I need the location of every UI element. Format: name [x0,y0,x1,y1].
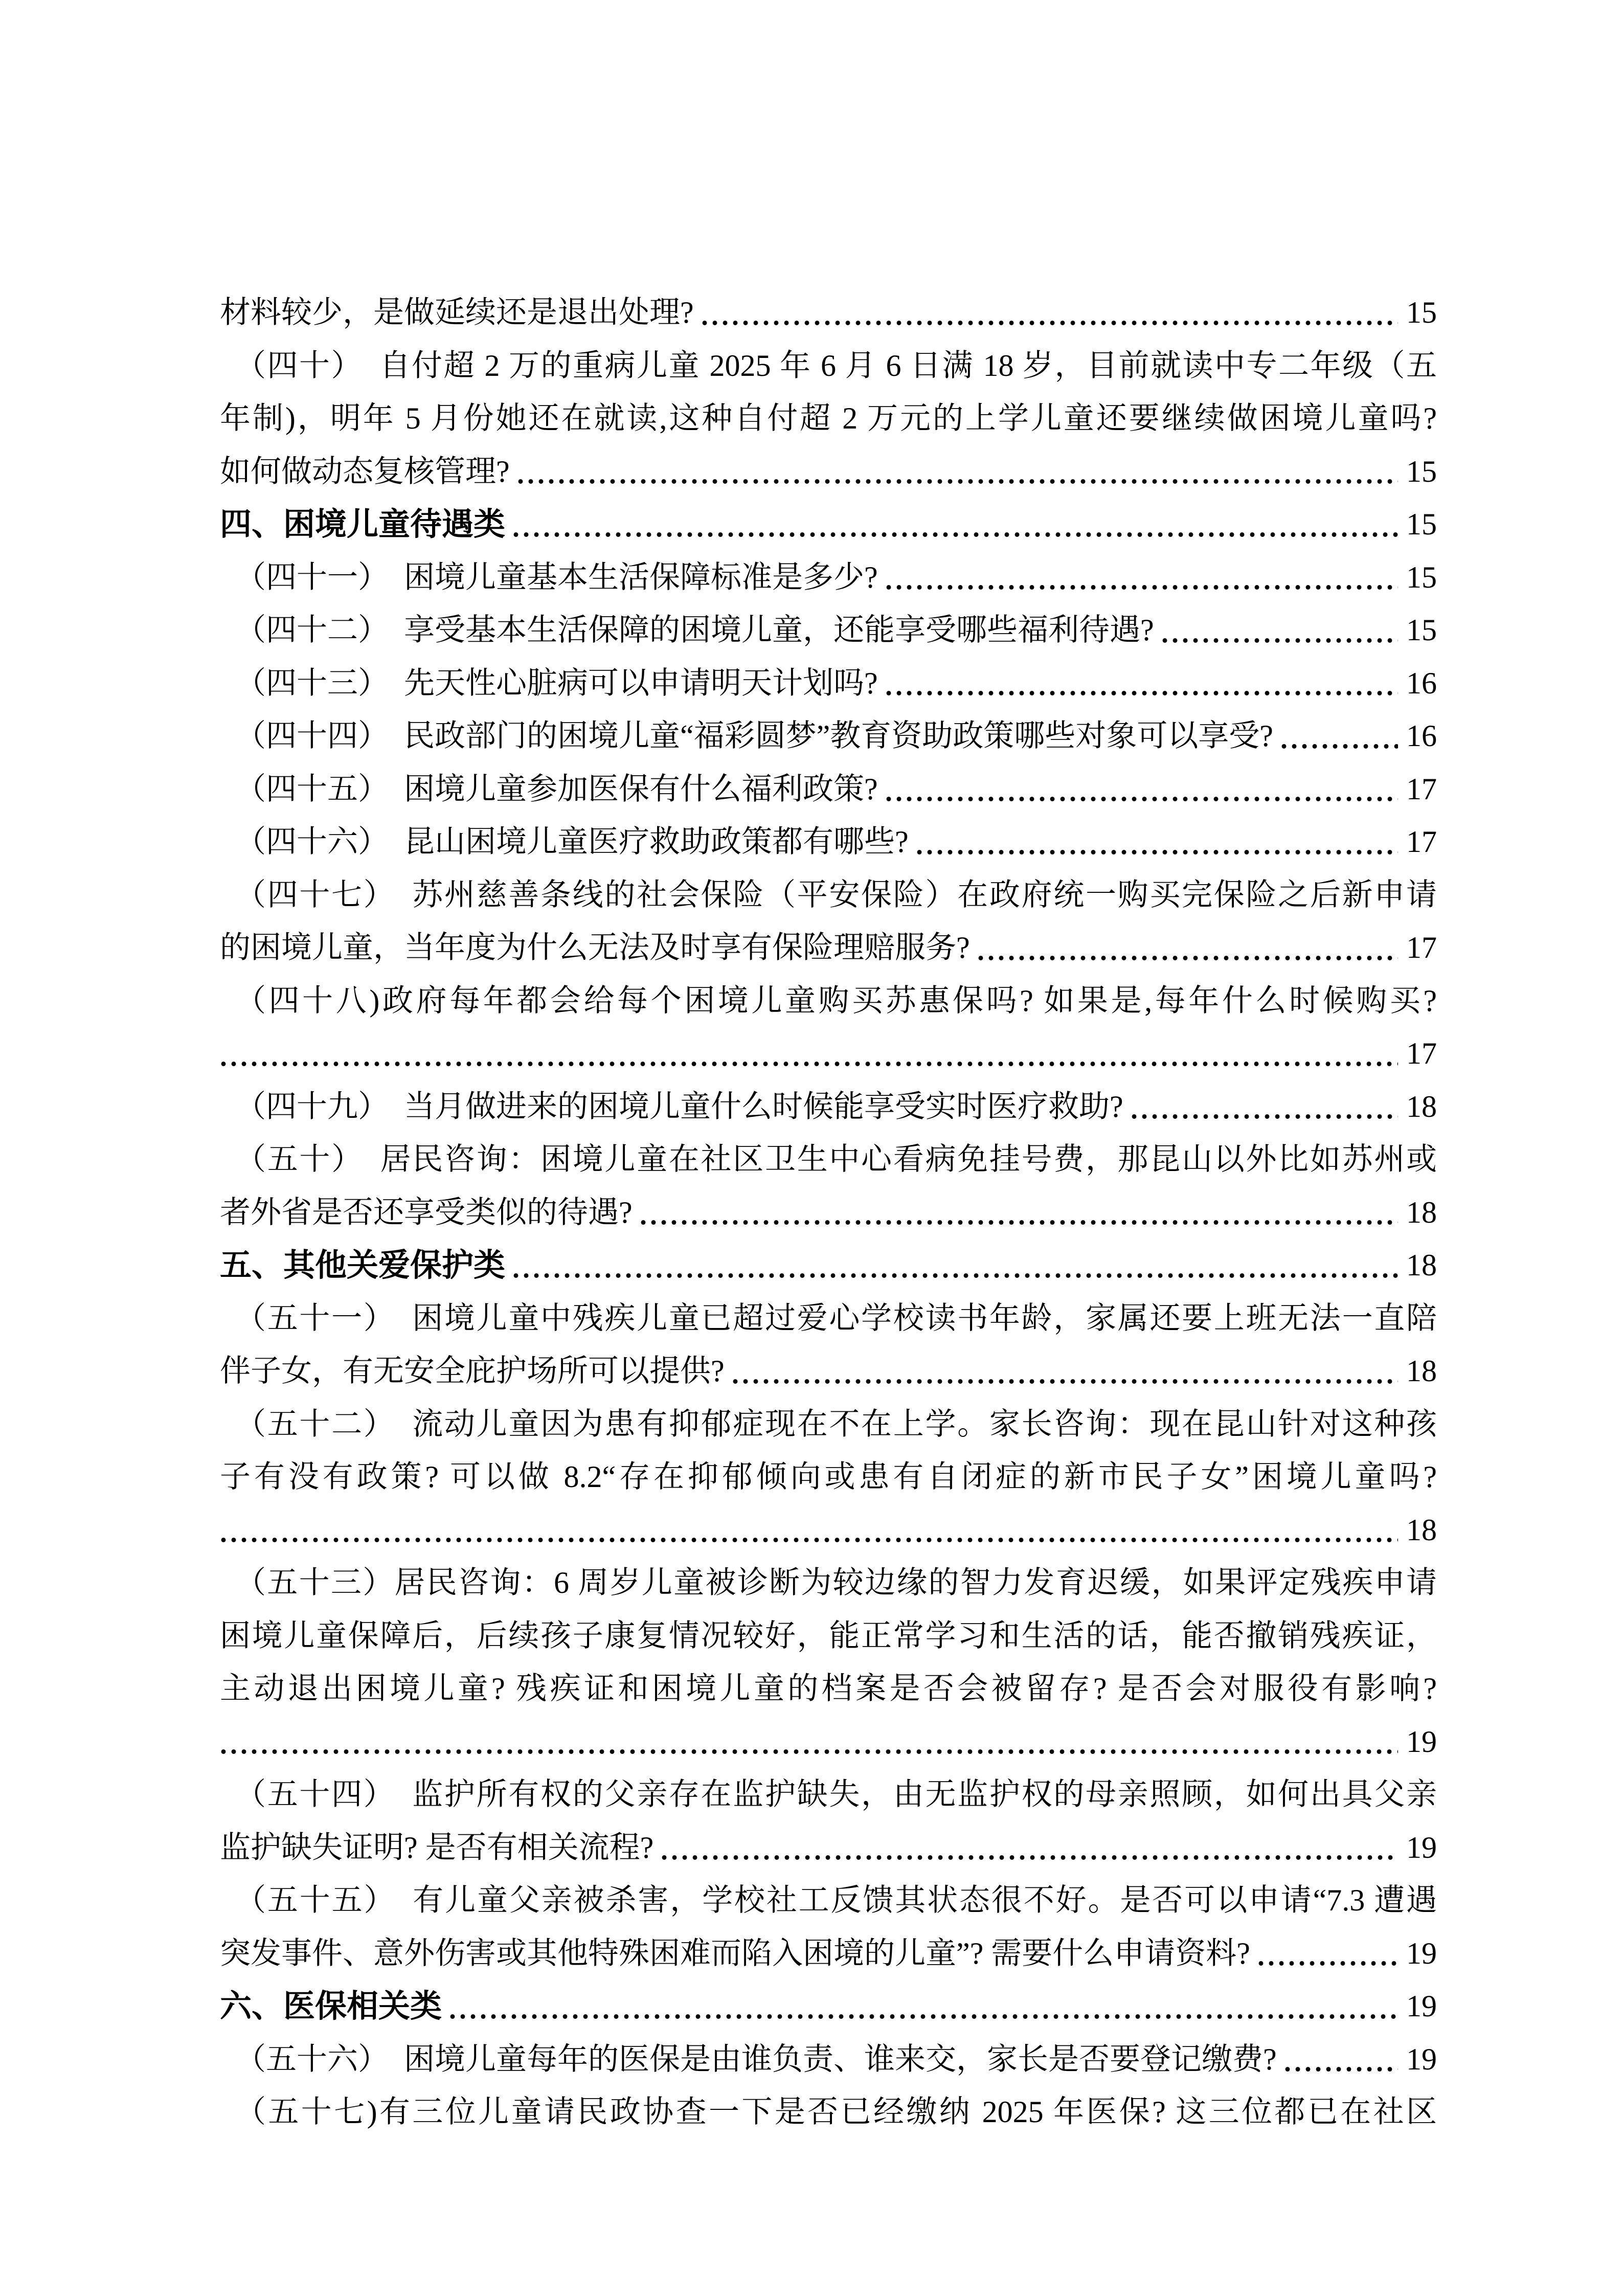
page-number: 15 [1406,454,1437,488]
toc-entry-text: 监护缺失证明? 是否有相关流程? [220,1830,654,1864]
dot-leader [1281,744,1398,749]
toc-line [220,1821,1437,1875]
dot-leader [733,1379,1398,1384]
toc-line [220,816,1437,869]
page-number: 19 [1406,2042,1437,2076]
toc-entry-text: 的困境儿童，当年度为什么无法及时享有保险理赔服务? [220,931,970,964]
toc-entry-text: 如何做动态复核管理? [220,454,510,488]
toc-line [220,1133,1437,1186]
dot-leader [221,1061,1398,1067]
toc-line [220,1768,1437,1821]
toc-entry-text: （五十六） 困境儿童每年的医保是由谁负责、谁来交，家长是否要登记缴费? [235,2042,1277,2076]
toc-entry-text: 突发事件、意外伤害或其他特殊困难而陷入困境的儿童”? 需要什么申请资料? [220,1936,1250,1970]
toc-entry-text: （四十八)政府每年都会给每个困境儿童购买苏惠保吗? 如果是,每年什么时候购买? [235,983,1437,1018]
toc-entry-text: （四十四） 民政部门的困境儿童“福彩圆梦”教育资助政策哪些对象可以享受? [235,719,1273,753]
dot-leader [221,1537,1398,1543]
page-number: 18 [1406,1195,1437,1229]
toc-entry-text: 五、其他关爱保护类 [220,1248,506,1283]
toc-entry-text: （五十一） 困境儿童中残疾儿童已超过爱心学校读书年龄，家属还要上班无法一直陪 [235,1301,1437,1335]
toc-line [220,2033,1437,2086]
toc-line [220,921,1437,975]
toc-entry-text: 年制)，明年 5 月份她还在就读,这种自付超 2 万元的上学儿童还要继续做困境儿童吗? [220,401,1437,435]
toc-line [220,498,1437,551]
toc-line [220,1398,1437,1451]
dot-leader [1258,1961,1398,1966]
toc-line [220,340,1437,393]
toc-entry-text: （四十三） 先天性心脏病可以申请明天计划吗? [235,666,878,700]
toc-line [220,1874,1437,1927]
toc-entry-text: 困境儿童保障后，后续孩子康复情况较好，能正常学习和生活的话，能否撤销残疾证， [220,1618,1437,1653]
dot-leader [513,532,1398,537]
toc-entry-text: （五十二） 流动儿童因为患有抑郁症现在不在上学。家长咨询：现在昆山针对这种孩 [235,1407,1437,1441]
page-number: 17 [1406,772,1437,806]
dot-leader [702,320,1398,326]
toc-entry-text: （五十五） 有儿童父亲被杀害，学校社工反馈其状态很不好。是否可以申请“7.3 遭遇 [235,1883,1437,1917]
toc-line [220,1610,1437,1663]
toc-entry-text: （四十七） 苏州慈善条线的社会保险（平安保险）在政府统一购买完保险之后新申请 [235,877,1437,912]
toc-line [220,392,1437,445]
toc-line [220,869,1437,922]
toc-entry-text: （四十六） 昆山困境儿童医疗救助政策都有哪些? [235,825,909,859]
toc-line [220,710,1437,763]
dot-leader [662,1855,1398,1860]
dot-leader [886,690,1398,696]
page-number: 17 [1406,931,1437,964]
page-number: 19 [1406,1724,1437,1759]
page-number: 19 [1406,1989,1437,2023]
toc-entry-text: （五十七)有三位儿童请民政协查一下是否已经缴纳 2025 年医保? 这三位都已在社区 [235,2095,1437,2129]
page-number: 17 [1406,1037,1437,1070]
page-number: 15 [1406,296,1437,329]
toc-line [220,657,1437,710]
toc-line [220,286,1437,340]
toc-entry-text: （四十九） 当月做进来的困境儿童什么时候能享受实时医疗救助? [235,1089,1123,1123]
toc-line [220,1927,1437,1980]
toc-entry-text: （四十五） 困境儿童参加医保有什么福利政策? [235,772,878,806]
toc-entry-text: 者外省是否还享受类似的待遇? [220,1195,633,1229]
toc-entry-text: （四十） 自付超 2 万的重病儿童 2025 年 6 月 6 日满 18 岁，目前就读中专二年级（五 [235,348,1437,382]
toc-entry-text: 材料较少，是做延续还是退出处理? [220,296,694,329]
toc-line [220,975,1437,1028]
toc-line [220,763,1437,816]
toc-line [220,604,1437,657]
toc-entry-text: （四十一） 困境儿童基本生活保障标准是多少? [235,560,878,594]
toc-line [220,1345,1437,1398]
dot-leader [221,1749,1398,1754]
toc-entry-text: （五十三）居民咨询：6 周岁儿童被诊断为较边缘的智力发育迟缓，如果评定残疾申请 [235,1566,1437,1600]
toc-line [220,1662,1437,1716]
dot-leader [917,849,1398,855]
page-number: 19 [1406,1830,1437,1864]
toc-entry-text: 主动退出困境儿童? 残疾证和困境儿童的档案是否会被留存? 是否会对服役有影响? [220,1672,1437,1705]
dot-leader [641,1220,1398,1225]
page-number: 16 [1406,719,1437,753]
toc-line [220,1716,1437,1769]
toc-line [220,1027,1437,1081]
dot-leader [886,584,1398,590]
dot-leader [978,955,1398,961]
toc-line [220,1557,1437,1610]
dot-leader [1162,638,1398,643]
page-number: 15 [1406,560,1437,594]
toc [220,286,1437,2139]
dot-leader [1132,1114,1398,1119]
toc-line [220,1980,1437,2033]
page-number: 15 [1406,507,1437,541]
toc-entry-text: （四十二） 享受基本生活保障的困境儿童，还能享受哪些福利待遇? [235,613,1154,647]
dot-leader [886,796,1398,802]
page-number: 19 [1406,1936,1437,1970]
toc-entry-text: 伴子女，有无安全庇护场所可以提供? [220,1354,725,1388]
page-number: 18 [1406,1248,1437,1282]
toc-line [220,1504,1437,1557]
toc-line [220,1292,1437,1345]
page-number: 18 [1406,1354,1437,1388]
dot-leader [450,2014,1398,2019]
page-number: 18 [1406,1513,1437,1547]
page-number: 15 [1406,613,1437,647]
page-number: 18 [1406,1089,1437,1123]
page-number: 16 [1406,666,1437,700]
toc-line [220,1081,1437,1134]
dot-leader [513,1273,1398,1278]
toc-entry-text: （五十） 居民咨询：困境儿童在社区卫生中心看病免挂号费，那昆山以外比如苏州或 [235,1142,1437,1176]
toc-line [220,1239,1437,1292]
page-number: 17 [1406,825,1437,859]
toc-line [220,1451,1437,1504]
toc-line [220,445,1437,499]
toc-line [220,1186,1437,1240]
toc-line [220,2086,1437,2139]
dot-leader [1285,2066,1398,2072]
toc-entry-text: 四、困境儿童待遇类 [220,507,506,542]
toc-entry-text: （五十四） 监护所有权的父亲存在监护缺失，由无监护权的母亲照顾，如何出具父亲 [235,1777,1437,1811]
toc-line [220,551,1437,604]
dot-leader [518,479,1398,484]
toc-entry-text: 六、医保相关类 [220,1989,442,2024]
toc-entry-text: 子有没有政策? 可以做 8.2“存在抑郁倾向或患有自闭症的新市民子女”困境儿童吗? [220,1460,1437,1494]
